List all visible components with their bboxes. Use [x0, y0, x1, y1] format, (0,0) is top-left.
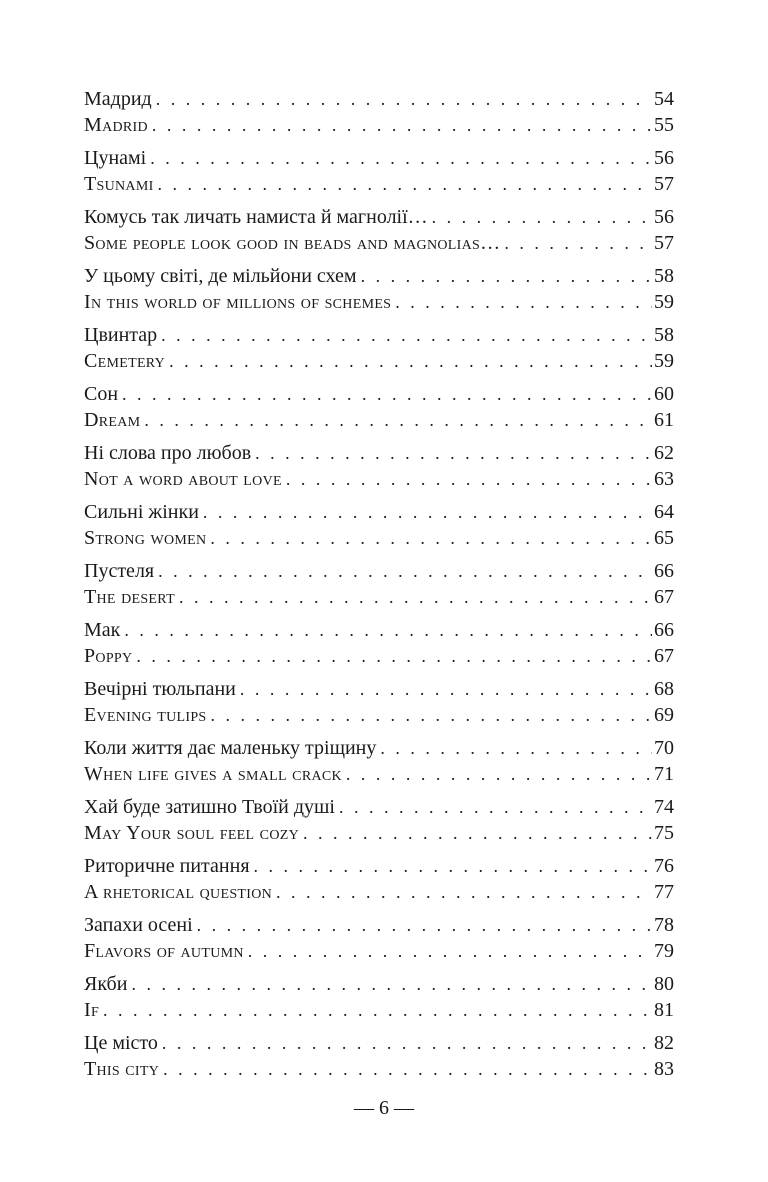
toc-entry-english[interactable] — [84, 230, 674, 256]
toc-entry-ukrainian[interactable] — [84, 263, 674, 289]
toc-entry-title: Пустеля — [84, 560, 155, 582]
toc-entry-pair — [84, 558, 674, 610]
dot-leader — [169, 348, 652, 374]
toc-entry-title: Цвинтар — [84, 324, 158, 346]
toc-entry-english[interactable] — [84, 289, 674, 315]
toc-entry-ukrainian[interactable] — [84, 381, 674, 407]
toc-entry-english[interactable] — [84, 407, 674, 433]
toc-page-number: 69 — [654, 704, 674, 726]
dot-leader — [203, 499, 652, 525]
toc-entry-title: Сильні жінки — [84, 501, 199, 523]
toc-page-number: 60 — [654, 383, 674, 405]
toc-entry-ukrainian[interactable] — [84, 145, 674, 171]
toc-entry-english[interactable] — [84, 525, 674, 551]
toc-entry-title: Flavors of autumn — [84, 940, 244, 962]
toc-page-number: 54 — [654, 88, 674, 110]
dot-leader — [286, 466, 652, 492]
dot-leader — [211, 702, 652, 728]
toc-entry-title: Dream — [84, 409, 141, 431]
toc-entry-ukrainian[interactable] — [84, 1030, 674, 1056]
toc-entry-ukrainian[interactable] — [84, 440, 674, 466]
toc-entry-ukrainian[interactable] — [84, 971, 674, 997]
dot-leader — [303, 820, 652, 846]
toc-entry-title: Коли життя дає маленьку тріщину — [84, 737, 377, 759]
dot-leader — [103, 997, 652, 1023]
toc-entry-pair — [84, 263, 674, 315]
toc-entry-english[interactable] — [84, 702, 674, 728]
toc-entry-english[interactable] — [84, 820, 674, 846]
toc-entry-title: Якби — [84, 973, 128, 995]
toc-entry-ukrainian[interactable] — [84, 558, 674, 584]
toc-entry-english[interactable] — [84, 643, 674, 669]
toc-entry-ukrainian[interactable] — [84, 204, 674, 230]
dot-leader — [158, 558, 652, 584]
toc-entry-english[interactable] — [84, 938, 674, 964]
toc-entry-title: In this world of millions of schemes — [84, 291, 392, 313]
toc-entry-english[interactable] — [84, 997, 674, 1023]
dot-leader — [150, 145, 652, 171]
toc-entry-title: Цунамі — [84, 147, 147, 169]
toc-entry-title: Запахи осені — [84, 914, 193, 936]
toc-entry-pair — [84, 145, 674, 197]
dot-leader — [346, 761, 652, 787]
toc-entry-pair — [84, 912, 674, 964]
table-of-contents — [84, 86, 674, 1089]
dot-leader — [240, 676, 652, 702]
toc-entry-title: When life gives a small crack — [84, 763, 342, 785]
toc-entry-ukrainian[interactable] — [84, 499, 674, 525]
dot-leader — [156, 86, 652, 112]
toc-page-number: 70 — [654, 737, 674, 759]
toc-entry-pair — [84, 86, 674, 138]
toc-entry-title: Not a word about love — [84, 468, 282, 490]
toc-entry-title: Комусь так личать намиста й магнолії… — [84, 206, 428, 228]
toc-entry-ukrainian[interactable] — [84, 86, 674, 112]
toc-entry-pair — [84, 676, 674, 728]
toc-entry-pair — [84, 735, 674, 787]
toc-entry-english[interactable] — [84, 584, 674, 610]
toc-page-number: 71 — [654, 763, 674, 785]
toc-page-number: 59 — [654, 291, 674, 313]
dot-leader — [179, 584, 652, 610]
toc-entry-ukrainian[interactable] — [84, 794, 674, 820]
toc-entry-pair — [84, 794, 674, 846]
dot-leader — [339, 794, 652, 820]
toc-page-number: 62 — [654, 442, 674, 464]
toc-entry-title: May Your soul feel cozy — [84, 822, 299, 844]
toc-page-number: 57 — [654, 232, 674, 254]
toc-page-number: 56 — [654, 147, 674, 169]
toc-entry-title: Cemetery — [84, 350, 166, 372]
toc-entry-title: Сон — [84, 383, 119, 405]
toc-entry-title: Хай буде затишно Твоїй душі — [84, 796, 335, 818]
toc-entry-title: У цьому світі, де мільйони схем — [84, 265, 357, 287]
toc-page-number: 80 — [654, 973, 674, 995]
toc-entry-title: Some people look good in beads and magnolias… — [84, 232, 501, 254]
toc-entry-title: Evening tulips — [84, 704, 207, 726]
toc-entry-pair — [84, 617, 674, 669]
dot-leader — [136, 643, 652, 669]
dot-leader — [276, 879, 652, 905]
toc-page-number: 61 — [654, 409, 674, 431]
dot-leader — [432, 204, 652, 230]
dot-leader — [197, 912, 652, 938]
toc-entry-ukrainian[interactable] — [84, 322, 674, 348]
dot-leader — [161, 322, 652, 348]
toc-page-number: 59 — [654, 350, 674, 372]
toc-entry-english[interactable] — [84, 1056, 674, 1082]
dot-leader — [152, 112, 652, 138]
dot-leader — [163, 1056, 652, 1082]
toc-entry-title: Це місто — [84, 1032, 158, 1054]
toc-entry-english[interactable] — [84, 348, 674, 374]
toc-entry-english[interactable] — [84, 879, 674, 905]
dot-leader — [210, 525, 652, 551]
page-number-footer: — 6 — — [354, 1097, 414, 1119]
toc-entry-english[interactable] — [84, 761, 674, 787]
toc-entry-ukrainian[interactable] — [84, 617, 674, 643]
toc-entry-pair — [84, 381, 674, 433]
toc-entry-pair — [84, 1030, 674, 1082]
toc-entry-title: Риторичне питання — [84, 855, 250, 877]
toc-entry-title: Strong women — [84, 527, 207, 549]
toc-page-number: 66 — [654, 619, 674, 641]
toc-page-number: 58 — [654, 324, 674, 346]
toc-entry-pair — [84, 204, 674, 256]
toc-page-number: 56 — [654, 206, 674, 228]
toc-entry-title: Ні слова про любов — [84, 442, 252, 464]
toc-entry-english[interactable] — [84, 171, 674, 197]
toc-page-number: 76 — [654, 855, 674, 877]
toc-entry-title: This city — [84, 1058, 160, 1080]
toc-page-number: 75 — [654, 822, 674, 844]
toc-page-number: 82 — [654, 1032, 674, 1054]
dot-leader — [254, 853, 652, 879]
toc-entry-english[interactable] — [84, 466, 674, 492]
toc-entry-title: Вечірні тюльпани — [84, 678, 236, 700]
toc-page-number: 58 — [654, 265, 674, 287]
toc-entry-ukrainian[interactable] — [84, 912, 674, 938]
toc-entry-title: Madrid — [84, 114, 148, 136]
toc-entry-pair — [84, 971, 674, 1023]
toc-entry-title: A rhetorical question — [84, 881, 273, 903]
dot-leader — [255, 440, 652, 466]
dot-leader — [504, 230, 652, 256]
dot-leader — [158, 171, 652, 197]
toc-entry-title: Мадрид — [84, 88, 152, 110]
toc-page-number: 78 — [654, 914, 674, 936]
toc-entry-pair — [84, 853, 674, 905]
toc-entry-ukrainian[interactable] — [84, 676, 674, 702]
toc-entry-title: Мак — [84, 619, 121, 641]
toc-entry-title: If — [84, 999, 100, 1021]
dot-leader — [248, 938, 652, 964]
toc-entry-pair — [84, 499, 674, 551]
toc-entry-ukrainian[interactable] — [84, 735, 674, 761]
toc-page-number: 79 — [654, 940, 674, 962]
toc-entry-pair — [84, 440, 674, 492]
toc-page-number: 66 — [654, 560, 674, 582]
toc-page-number: 63 — [654, 468, 674, 490]
toc-page-number: 67 — [654, 645, 674, 667]
dot-leader — [380, 735, 652, 761]
dot-leader — [144, 407, 652, 433]
toc-page-number: 64 — [654, 501, 674, 523]
dot-leader — [361, 263, 652, 289]
dot-leader — [162, 1030, 652, 1056]
dot-leader — [124, 617, 652, 643]
toc-entry-pair — [84, 322, 674, 374]
toc-page-number: 68 — [654, 678, 674, 700]
toc-page-number: 67 — [654, 586, 674, 608]
toc-page-number: 65 — [654, 527, 674, 549]
dot-leader — [131, 971, 652, 997]
toc-entry-title: The desert — [84, 586, 175, 608]
toc-entry-english[interactable] — [84, 112, 674, 138]
toc-page-number: 83 — [654, 1058, 674, 1080]
dot-leader — [122, 381, 652, 407]
toc-page-number: 55 — [654, 114, 674, 136]
toc-page-number: 77 — [654, 881, 674, 903]
dot-leader — [395, 289, 652, 315]
toc-entry-title: Poppy — [84, 645, 133, 667]
toc-page-number: 81 — [654, 999, 674, 1021]
toc-entry-title: Tsunami — [84, 173, 154, 195]
toc-entry-ukrainian[interactable] — [84, 853, 674, 879]
toc-page-number: 74 — [654, 796, 674, 818]
toc-page-number: 57 — [654, 173, 674, 195]
